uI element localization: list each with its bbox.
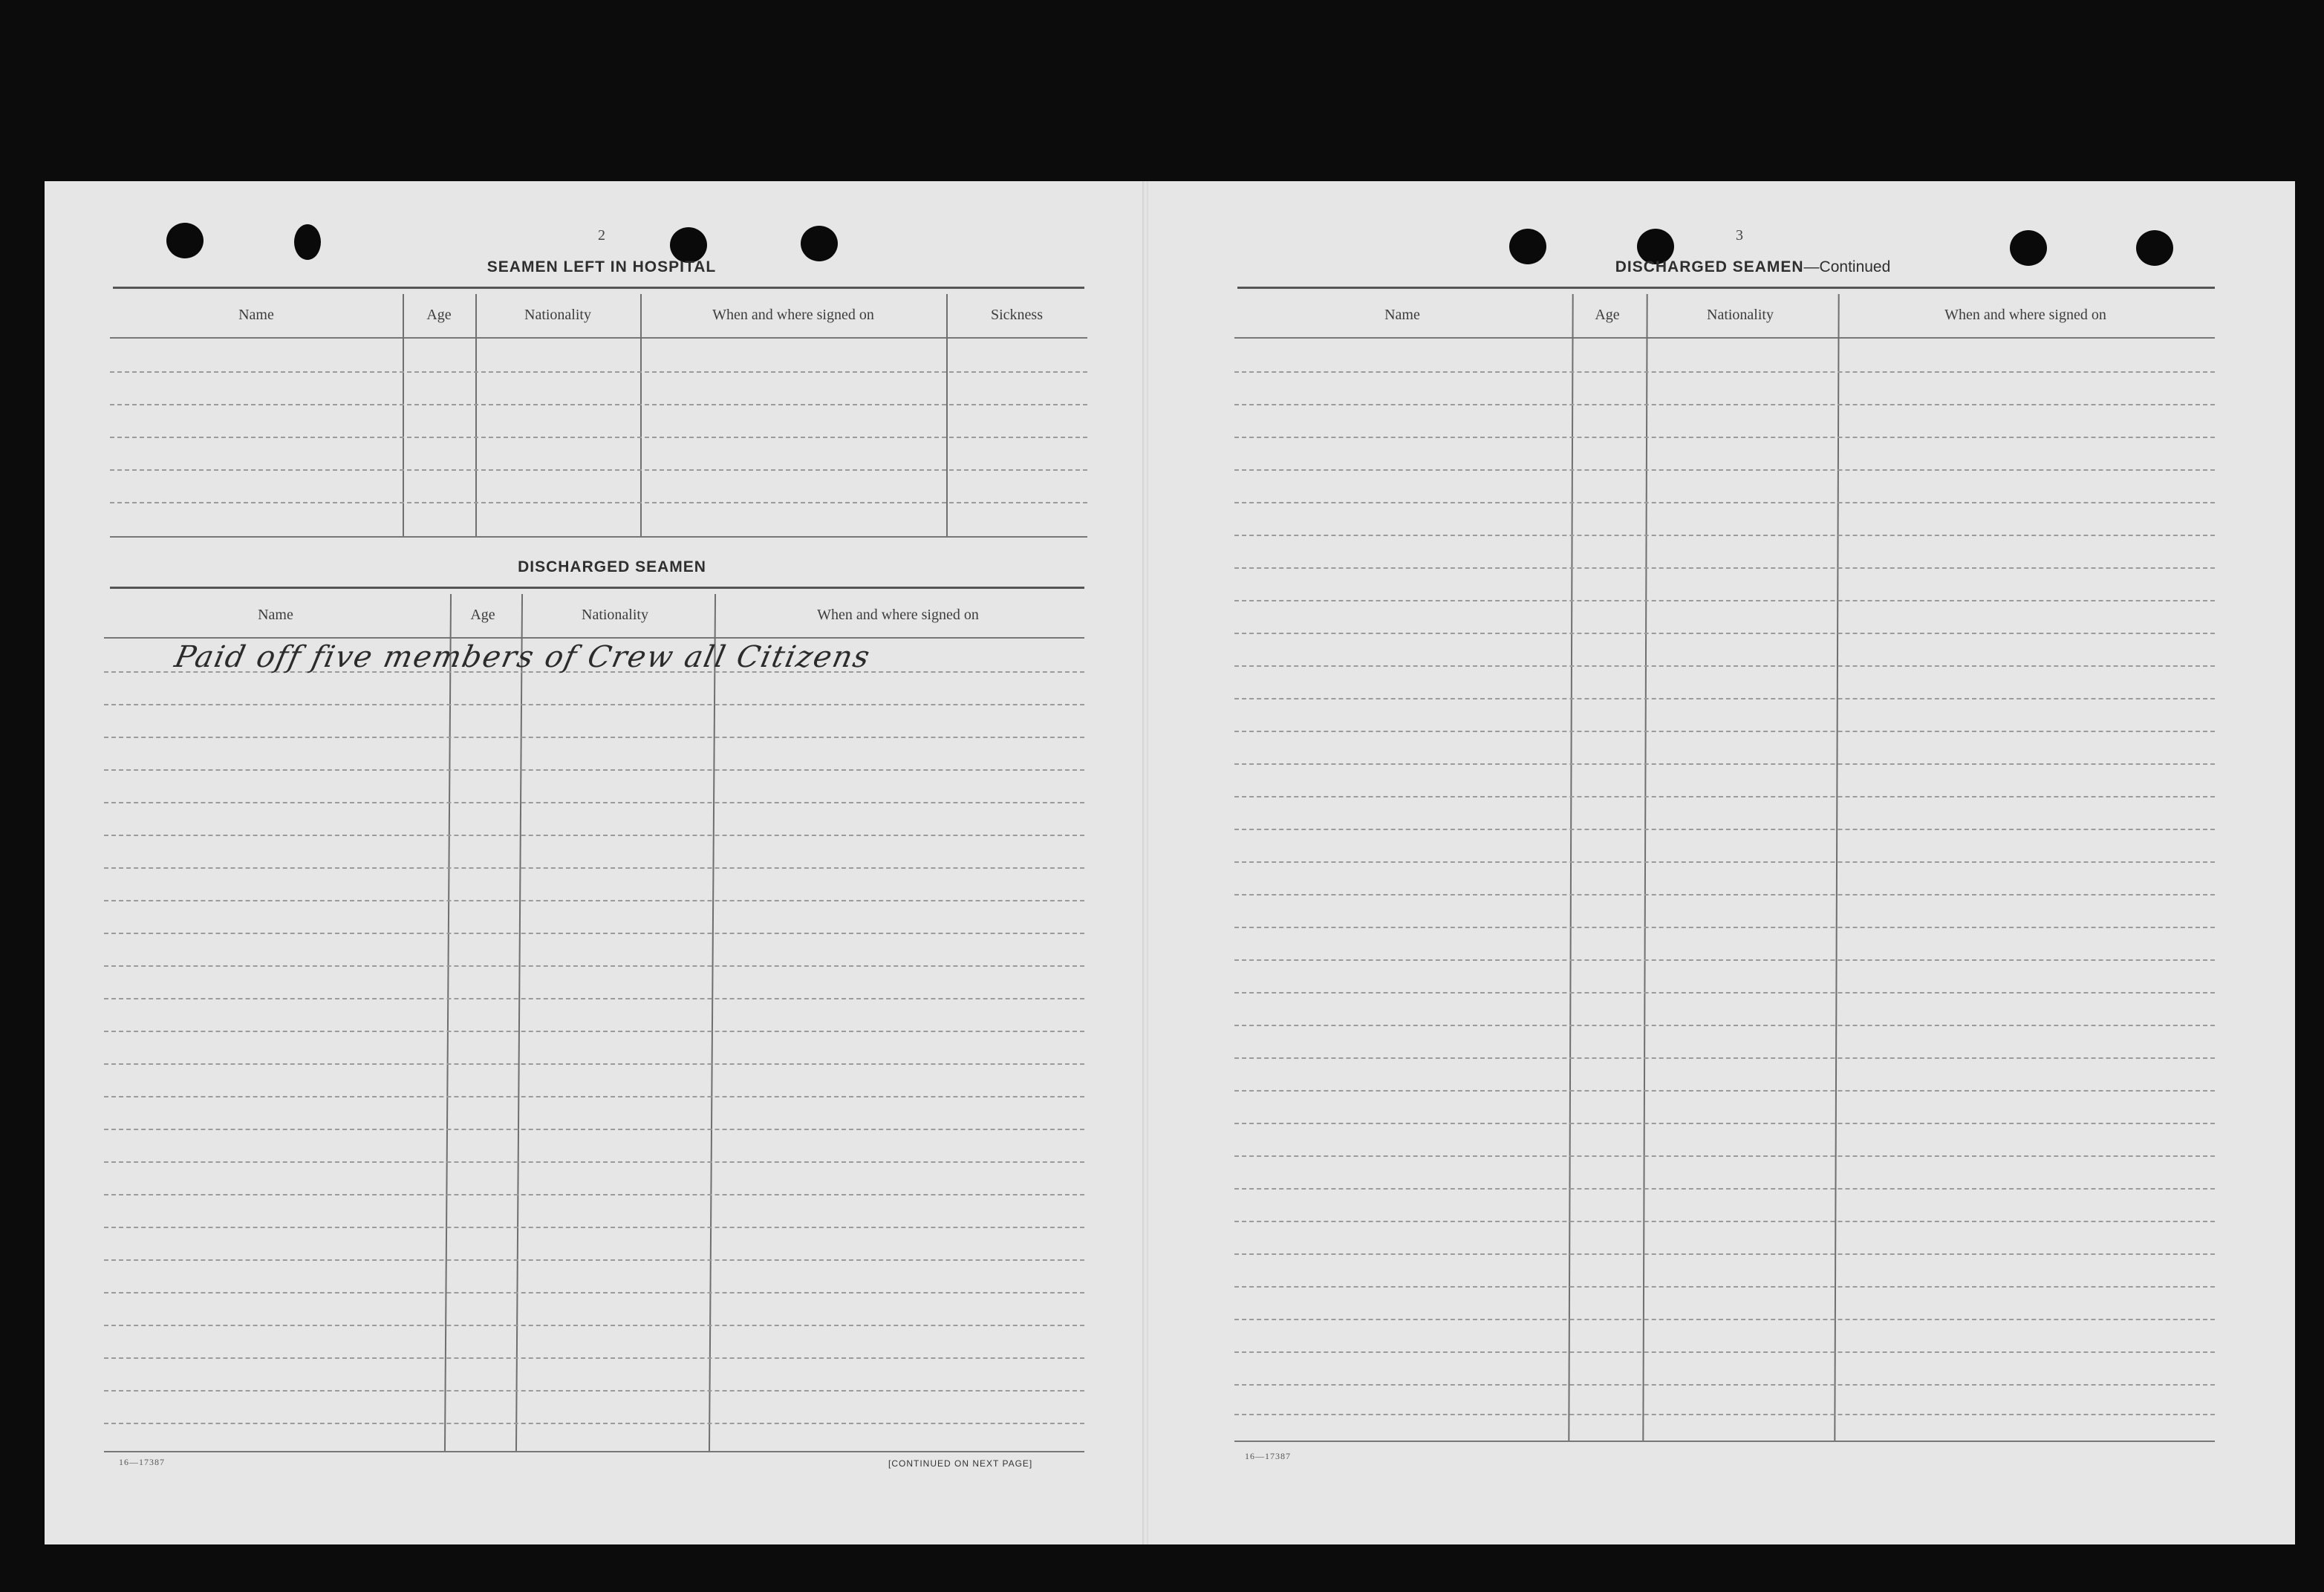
- punch-hole: [2010, 230, 2047, 266]
- table-row: [1234, 371, 2215, 373]
- column-divider: [640, 294, 642, 538]
- right-table-header: [1234, 294, 2215, 339]
- page-number-right: 3: [1736, 227, 1743, 244]
- punch-hole: [670, 227, 707, 263]
- table-row: [104, 1292, 1084, 1294]
- table-row: [1234, 796, 2215, 797]
- table-row: [104, 965, 1084, 967]
- table-row: [1234, 927, 2215, 928]
- table-row: [1234, 1319, 2215, 1320]
- discharged-table-header: [104, 594, 1084, 639]
- table-row: [1234, 1188, 2215, 1190]
- col-header-sickness: Sickness: [991, 307, 1043, 323]
- table-row: [1234, 992, 2215, 994]
- hospital-top-rule: [113, 287, 1084, 289]
- col-header-nationality: Nationality: [1707, 307, 1774, 323]
- punch-hole: [166, 223, 204, 258]
- punch-hole: [2136, 230, 2173, 266]
- column-divider: [709, 594, 716, 1452]
- table-row: [1234, 1155, 2215, 1157]
- table-row: [104, 1259, 1084, 1261]
- right-top-rule: [1237, 287, 2215, 289]
- table-row: [1234, 567, 2215, 569]
- column-divider: [515, 594, 523, 1452]
- table-row: [104, 1161, 1084, 1163]
- table-row: [104, 1325, 1084, 1326]
- table-row: [110, 502, 1087, 503]
- table-row: [104, 704, 1084, 705]
- table-row: [1234, 535, 2215, 536]
- table-row: [110, 437, 1087, 438]
- col-header-when-where: When and where signed on: [817, 607, 979, 623]
- hospital-bottom-rule: [110, 536, 1087, 538]
- table-row: [104, 1031, 1084, 1032]
- table-row: [104, 998, 1084, 999]
- table-row: [1234, 861, 2215, 863]
- col-header-age: Age: [470, 607, 495, 623]
- column-divider: [1568, 294, 1573, 1442]
- table-row: [1234, 1123, 2215, 1124]
- col-header-name: Name: [238, 307, 274, 323]
- discharged-continued-title: [1545, 258, 1961, 276]
- table-row: [1234, 1414, 2215, 1415]
- table-row: [1234, 502, 2215, 503]
- table-row: [1234, 698, 2215, 699]
- table-row: [1234, 1384, 2215, 1386]
- punch-hole: [801, 226, 838, 261]
- table-row: [1234, 665, 2215, 667]
- table-row: [1234, 1057, 2215, 1059]
- table-row: [104, 900, 1084, 901]
- table-row: [1234, 600, 2215, 601]
- col-header-when-where: When and where signed on: [1944, 307, 2106, 323]
- table-row: [110, 371, 1087, 373]
- table-row: [104, 1129, 1084, 1130]
- form-code-left: 16—17387: [119, 1457, 165, 1467]
- table-row: [104, 802, 1084, 803]
- hospital-section-title: SEAMEN LEFT IN HOSPITAL: [486, 258, 717, 275]
- discharged-top-rule: [110, 587, 1084, 589]
- punch-hole: [294, 224, 321, 260]
- discharged-table: [104, 594, 1084, 1452]
- table-row: [1234, 633, 2215, 634]
- table-row: [110, 469, 1087, 471]
- hospital-table: [110, 294, 1087, 538]
- table-row: [104, 835, 1084, 836]
- table-row: [104, 737, 1084, 738]
- table-row: [110, 404, 1087, 405]
- table-row: [1234, 731, 2215, 732]
- col-header-nationality: Nationality: [524, 307, 591, 323]
- table-row: [1234, 829, 2215, 830]
- col-header-age: Age: [426, 307, 452, 323]
- table-row: [104, 769, 1084, 771]
- table-row: [104, 1357, 1084, 1359]
- section-title-suffix: —Continued: [1803, 258, 1891, 275]
- col-header-nationality: Nationality: [582, 607, 648, 623]
- table-row: [104, 1423, 1084, 1424]
- col-header-when-where: When and where signed on: [712, 307, 874, 323]
- table-row: [104, 1063, 1084, 1065]
- table-row: [1234, 1025, 2215, 1026]
- table-row: [1234, 763, 2215, 765]
- table-row: [1234, 1286, 2215, 1288]
- table-row: [104, 933, 1084, 934]
- continued-note: [CONTINUED ON NEXT PAGE]: [888, 1458, 1033, 1469]
- column-divider: [475, 294, 477, 538]
- column-divider: [1642, 294, 1647, 1442]
- col-header-name: Name: [1384, 307, 1420, 323]
- discharged-continued-table: [1234, 294, 2215, 1442]
- discharged-section-title: DISCHARGED SEAMEN: [518, 558, 706, 575]
- table-row: [1234, 437, 2215, 438]
- table-row: [104, 1390, 1084, 1392]
- column-divider: [946, 294, 948, 538]
- punch-hole: [1509, 229, 1546, 264]
- table-row: [1234, 1351, 2215, 1353]
- table-row: [1234, 469, 2215, 471]
- handwritten-entry: Paid off five members of Crew all Citizens: [172, 640, 874, 674]
- table-row: [1234, 1221, 2215, 1222]
- page-number-left: 2: [598, 227, 605, 244]
- table-row: [104, 1194, 1084, 1195]
- col-header-name: Name: [258, 607, 293, 623]
- column-divider: [1834, 294, 1839, 1442]
- table-row: [1234, 1253, 2215, 1255]
- table-row: [1234, 404, 2215, 405]
- table-row: [1234, 894, 2215, 896]
- table-row: [104, 867, 1084, 869]
- table-row: [104, 1227, 1084, 1228]
- discharged-bottom-rule: [104, 1451, 1084, 1452]
- col-header-age: Age: [1595, 307, 1620, 323]
- table-row: [1234, 959, 2215, 961]
- column-divider: [403, 294, 404, 538]
- right-bottom-rule: [1234, 1441, 2215, 1442]
- hospital-table-header: [110, 294, 1087, 339]
- column-divider: [444, 594, 452, 1452]
- table-row: [104, 1096, 1084, 1097]
- section-title-main: DISCHARGED SEAMEN: [1615, 258, 1804, 275]
- table-row: [1234, 1090, 2215, 1092]
- form-code-right: 16—17387: [1245, 1451, 1291, 1461]
- page-fold: [1142, 181, 1148, 1544]
